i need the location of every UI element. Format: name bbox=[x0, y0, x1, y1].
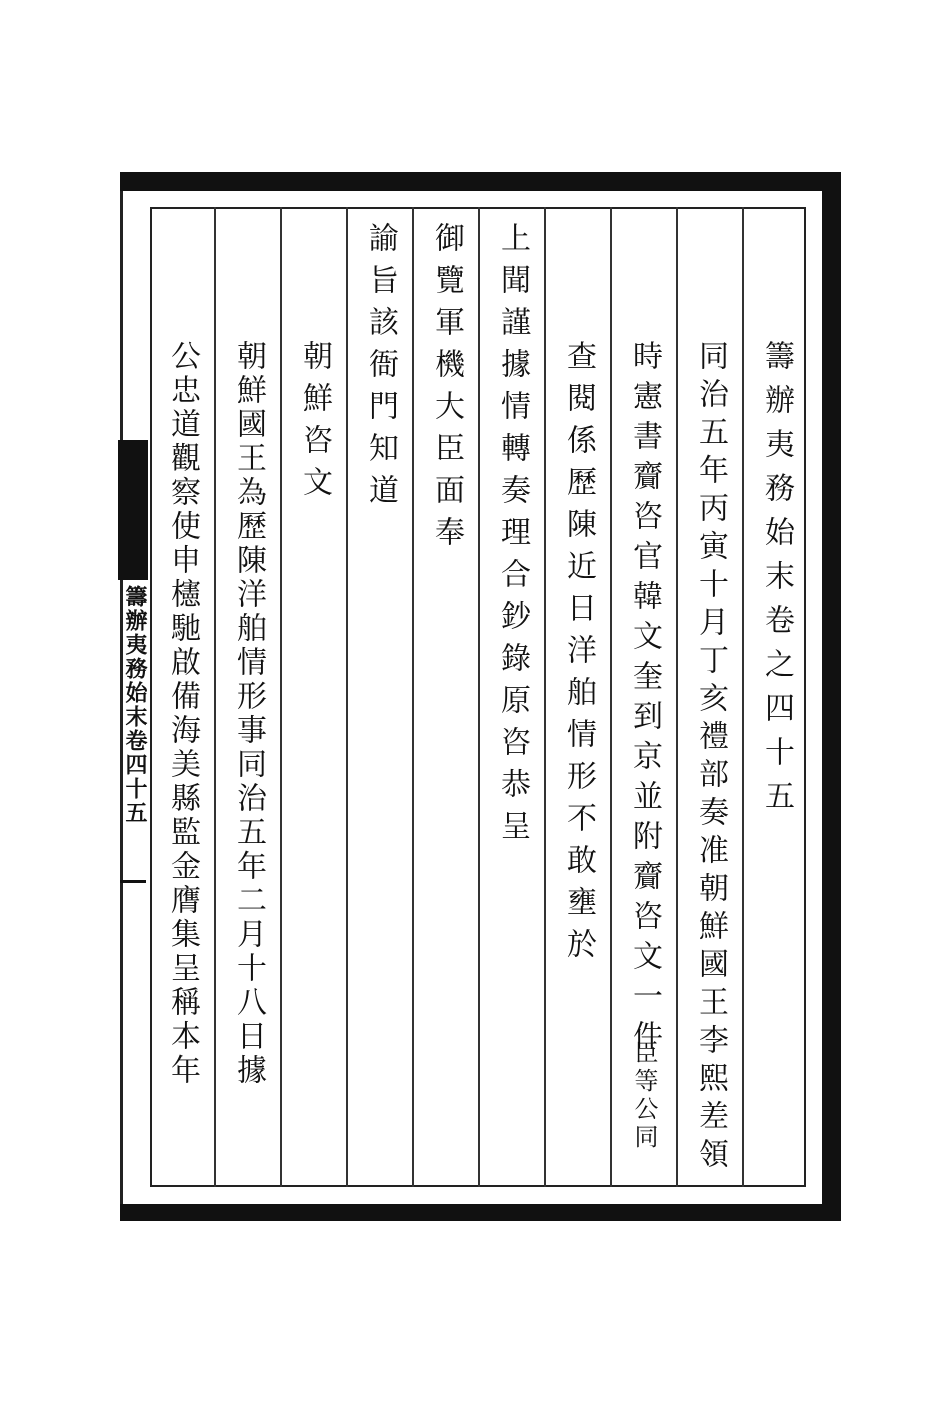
binding-gutter bbox=[116, 440, 150, 1180]
column-rule bbox=[280, 207, 282, 1187]
gutter-fishtail-block bbox=[118, 440, 148, 580]
text-column: 諭旨該衙門知道 bbox=[363, 222, 398, 516]
text-column: 時憲書齎咨官韓文奎到京並附齎咨文一件 bbox=[627, 340, 662, 1060]
column-rule bbox=[346, 207, 348, 1187]
text-column: 朝鮮國王為歷陳洋舶情形事同治五年二月十八日據 bbox=[231, 340, 266, 1088]
column-rule bbox=[544, 207, 546, 1187]
column-rule bbox=[214, 207, 216, 1187]
frame-top-border bbox=[120, 172, 841, 191]
column-rule bbox=[610, 207, 612, 1187]
title-column: 籌辦夷務始末卷之四十五 bbox=[759, 340, 794, 824]
gutter-mark bbox=[120, 880, 146, 883]
column-rule bbox=[478, 207, 480, 1187]
column-rule bbox=[676, 207, 678, 1187]
frame-right-border bbox=[822, 172, 841, 1221]
text-column: 朝鮮咨文 bbox=[297, 340, 332, 508]
text-column: 查閱係歷陳近日洋舶情形不敢壅於 bbox=[561, 340, 596, 970]
column-rule bbox=[742, 207, 744, 1187]
text-column: 公忠道觀察使申櫶馳啟備海美縣監金膺集呈稱本年 bbox=[165, 340, 200, 1088]
frame-bottom-border bbox=[120, 1204, 841, 1221]
text-column: 上聞謹據情轉奏理合鈔錄原咨恭呈 bbox=[495, 222, 530, 852]
column-rule bbox=[412, 207, 414, 1187]
text-column: 御覽軍機大臣面奉 bbox=[429, 222, 464, 558]
gutter-label: 籌辦夷務始末卷四十五 bbox=[122, 585, 148, 825]
text-column-continuation: 臣等公同 bbox=[630, 1040, 658, 1152]
text-column: 同治五年丙寅十月丁亥禮部奏准朝鮮國王李熙差領 bbox=[693, 340, 728, 1176]
